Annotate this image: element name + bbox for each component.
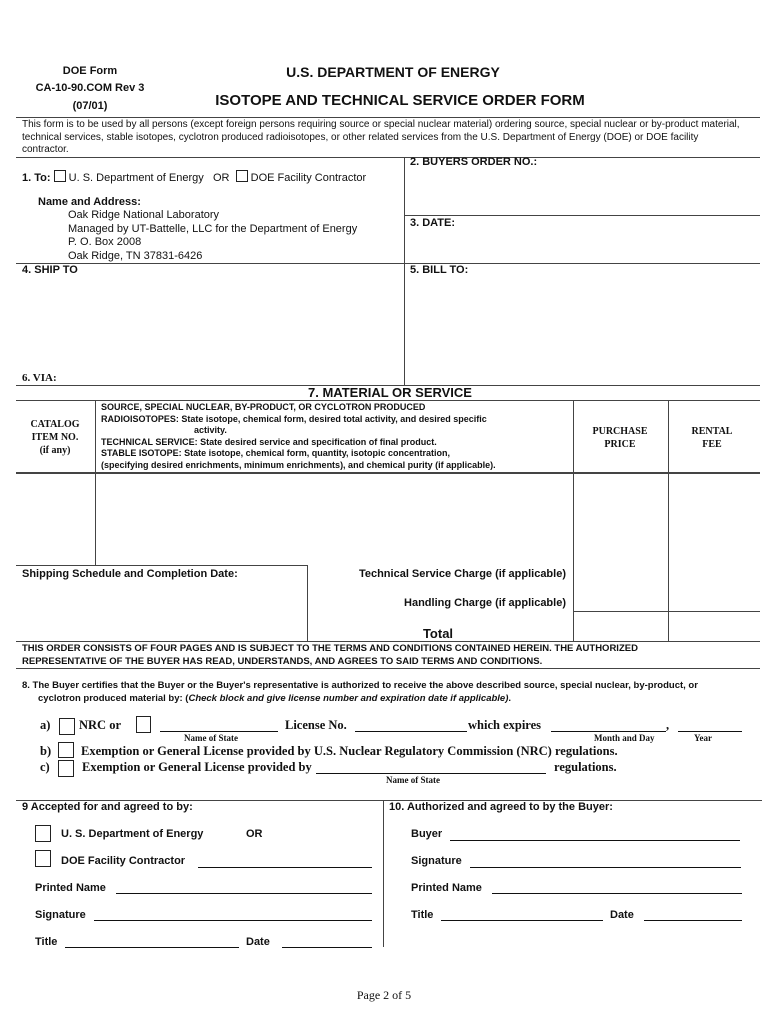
material-title: 7. MATERIAL OR SERVICE [308,385,472,400]
via-label: 6. VIA: [22,372,57,384]
buyer-title-field[interactable] [441,920,603,921]
buyer-title-label: Title [411,909,434,921]
checkbox-accept-doe[interactable] [35,825,51,842]
buyer-field[interactable] [450,840,740,841]
expires-label: which expires [468,718,542,732]
buyer-signature-field[interactable] [470,867,741,868]
form-title: ISOTOPE AND TECHNICAL SERVICE ORDER FORM [215,92,585,109]
name-of-state-caption: Name of State [184,733,238,743]
checkbox-state[interactable] [136,716,151,733]
comma: , [666,718,670,732]
page-number: Page 2 of 5 [356,988,412,1002]
ship-to-label: 4. SHIP TO [22,264,78,276]
catalog-header: CATALOG ITEM NO. (if any) [30,419,80,456]
month-day-caption: Month and Day [594,733,655,743]
seller-date-field[interactable] [282,947,372,948]
total-label: Total [422,626,454,641]
accepted-title: 9 Accepted for and agreed to by: [22,801,193,813]
checkbox-nrc[interactable] [59,718,75,735]
seller-date-label: Date [246,936,270,948]
form-number: CA-10-90.COM Rev 3 [35,82,145,94]
buyer-date-label: Date [610,909,634,921]
option-c-label: c) [40,760,50,774]
regulations-label: regulations. [554,760,617,774]
shipping-schedule-label: Shipping Schedule and Completion Date: [22,568,238,580]
description-header: SOURCE, SPECIAL NUCLEAR, BY-PRODUCT, OR CYCLOTRON PRODUCED RADIOISOTOPES: State isotope, chemical form, desired total activity, and desired specific activity. TECHNICAL SERVICE: State desired service and specification of final product. STABLE ISOTOPE: State isotope, chemical form, quantity, isotopic concentration, (specifying desired enrichments, minimum enrichments), and chemical purity (if applicable). [101,402,496,470]
buyer-signature-label: Signature [411,855,462,867]
accept-contractor-label: DOE Facility Contractor [61,855,186,867]
intro-text: This form is to be used by all persons (except foreign persons requiring source or special nuclear material) ordering source, special nuclear or by-product material, technical services, stable isotopes, cyclotron produced radioisotopes, or other related services from the U.S. Department of Energy (DOE) or DOE facility contractor. [22,119,740,155]
handling-charge-label: Handling Charge (if applicable) [404,597,566,609]
year-field[interactable] [678,731,742,732]
seller-signature-field[interactable] [94,920,372,921]
name-of-state-caption-2: Name of State [386,775,440,785]
license-label: License No. [285,718,347,732]
checkbox-state-exemption[interactable] [58,760,74,777]
option-b-text: Exemption or General License provided by U.S. Nuclear Regulatory Commission (NRC) regulations. [81,744,618,758]
seller-title-label: Title [35,936,58,948]
tech-charge-label: Technical Service Charge (if applicable) [358,568,566,580]
option-c-text: Exemption or General License provided by [82,760,312,774]
buyers-order-label: 2. BUYERS ORDER NO.: [410,156,538,168]
buyer-authorized-title: 10. Authorized and agreed to by the Buyer: [389,801,613,813]
checkbox-doe[interactable] [54,170,66,182]
buyer-printed-name-field[interactable] [492,893,742,894]
terms-text: THIS ORDER CONSISTS OF FOUR PAGES AND IS SUBJECT TO THE TERMS AND CONDITIONS CONTAINED HEREIN. THE AUTHORIZED REPRESENTATIVE OF THE BUYER HAS READ, UNDERSTANDS, AND AGREES TO SAID TERMS AND CONDITIONS. [22,643,638,667]
buyer-label: Buyer [411,828,443,840]
seller-signature-label: Signature [35,909,86,921]
month-day-field[interactable] [551,731,666,732]
seller-printed-name-label: Printed Name [35,882,106,894]
seller-printed-name-field[interactable] [116,893,372,894]
to-row: 1. To: U. S. Department of Energy OR DOE Facility Contractor [22,172,367,184]
purchase-price-header: PURCHASE PRICE [592,426,648,450]
checkbox-contractor[interactable] [236,170,248,182]
contractor-field[interactable] [198,867,372,868]
buyer-printed-name-label: Printed Name [411,882,482,894]
address-block: Oak Ridge National Laboratory Managed by UT-Battelle, LLC for the Department of Energy P. O. Box 2008 Oak Ridge, TN 37831-6426 [68,209,358,262]
certification-text: 8. The Buyer certifies that the Buyer or the Buyer's representative is authorized to receive the above described source, special nuclear, by-product, or cyclotron produced material by: (Check block and give license number and expiration date if applicable). [22,680,698,704]
nrc-or-label: NRC or [79,718,122,732]
accept-doe-label: U. S. Department of Energy [61,828,204,840]
agency-title: U.S. DEPARTMENT OF ENERGY [286,64,500,80]
checkbox-nrc-exemption[interactable] [58,742,74,758]
buyer-date-field[interactable] [644,920,742,921]
license-number-field[interactable] [355,731,467,732]
form-label: DOE Form [62,65,118,77]
bill-to-label: 5. BILL TO: [410,264,469,276]
state-regulations-field[interactable] [316,773,546,774]
option-b-label: b) [40,744,52,758]
name-address-label: Name and Address: [38,196,141,208]
year-caption: Year [694,733,712,743]
seller-title-field[interactable] [65,947,239,948]
option-a-label: a) [40,718,51,732]
rental-fee-header: RENTAL FEE [691,426,733,450]
date-label: 3. DATE: [410,217,456,229]
state-name-field[interactable] [160,731,278,732]
checkbox-accept-contractor[interactable] [35,850,51,867]
accept-or-label: OR [246,828,263,840]
form-date: (07/01) [72,100,108,112]
